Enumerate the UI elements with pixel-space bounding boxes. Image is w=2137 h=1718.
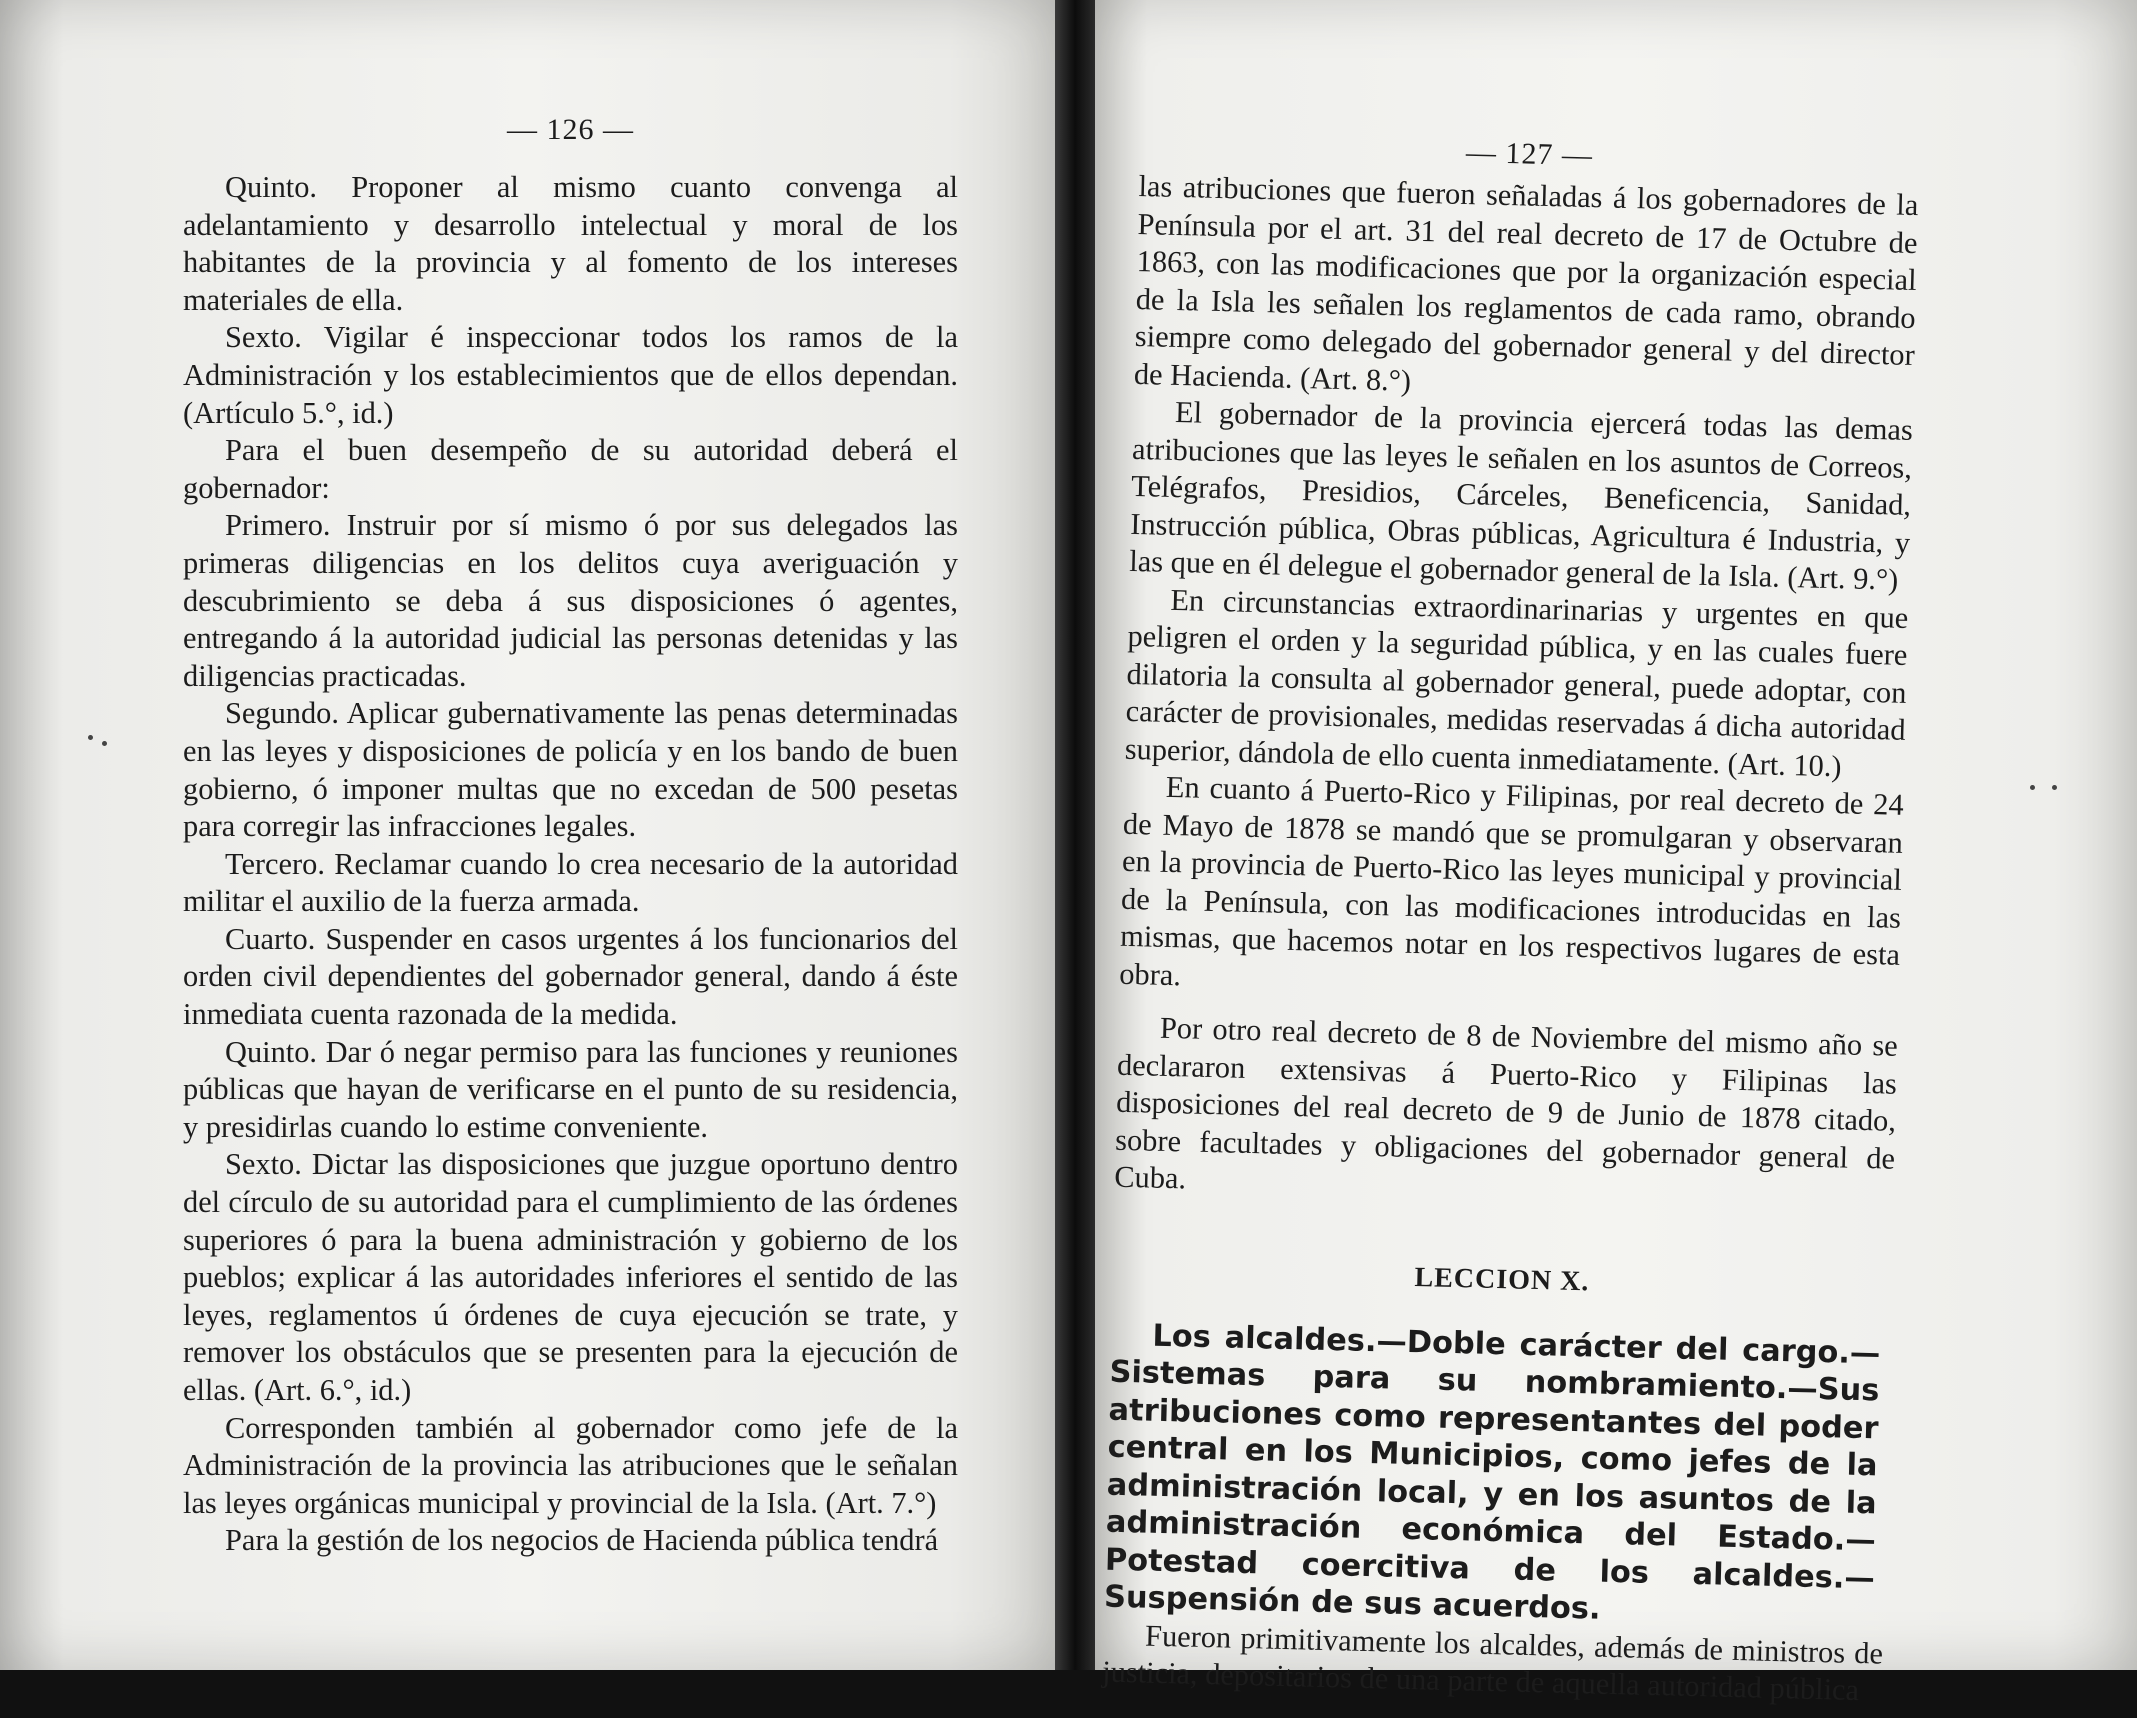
paragraph: Sexto. Vigilar é inspeccionar todos los ramos de la Administración y los establecimientos que de ellos dependan. (Artículo 5.°, id.) — [183, 320, 958, 430]
paragraph: Quinto. Dar ó negar permiso para las funciones y reuniones públicas que hayan de verificarse en el punto de su residencia, y presidirlas cuando lo estime conveniente. — [183, 1034, 958, 1144]
paragraph: Para el buen desempeño de su autoridad deberá el gobernador: — [183, 433, 958, 505]
paragraph: Por otro real decreto de 8 de Noviembre del mismo año se declararon extensivas á Puerto-Rico y Filipinas las disposiciones del real decreto de 9 de Junio de 1878 citado, sobre facultades y obligaciones del gobernador general de Cuba. — [1113, 1010, 1899, 1196]
paragraph: En cuanto á Puerto-Rico y Filipinas, por real decreto de 24 de Mayo de 1878 se mandó que se promulgaran y observaran en la provincia de Puerto-Rico las leyes municipal y provincial de la Península, con las modificaciones introducidas en las mismas, que hacemos notar en los respectivos lugares de esta obra. — [1118, 769, 1905, 992]
scan-speck — [2052, 785, 2057, 790]
page-number: — 127 — — [1465, 135, 1594, 173]
scan-speck — [88, 735, 93, 740]
paragraph: las atribuciones que fueron señaladas á los gobernadores de la Península por el art. 31 del real decreto de 17 de Octubre de 1863, con las modificaciones que por la organización especial de la Isla les señalen los reglamentos de cada ramo, obrando siempre como delegado del gobernador general y del director de Hacienda. (Art. 8.°) — [1133, 168, 1919, 398]
paragraph: Quinto. Proponer al mismo cuanto convenga al adelantamiento y desarrollo intelectual y moral de los habitantes de la provincia y al fomento de los intereses materiales de ella. — [183, 170, 958, 317]
paragraph: Corresponden también al gobernador como jefe de la Administración de la provincia las atribuciones que le señalan las leyes orgánicas municipal y provincial de la Isla. (Art. 7.°) — [183, 1410, 958, 1520]
paragraph: Tercero. Reclamar cuando lo crea necesario de la autoridad militar el auxilio de la fuerza armada. — [183, 846, 958, 919]
book-gutter — [1055, 0, 1095, 1718]
paragraph: Para la gestión de los negocios de Hacienda pública tendrá — [225, 1523, 939, 1558]
paragraph: El gobernador de la provincia ejercerá todas las demas atribuciones que las leyes le señalen en los asuntos de Correos, Telégrafos, Presidios, Cárceles, Beneficencia, Sanidad, Instrucción pública, Obras públicas, Agricultura é Industria, y las que en él delegue el gobernador general de la Isla. (Art. 9.°) — [1129, 394, 1914, 597]
lesson-summary: Los alcaldes.—Doble carácter del cargo.—Sistemas para su nombramiento.—Sus atribuciones como representantes del poder central en los Municipios, como jefes de la administración local, y en los asuntos de la administración económica del Estado.—Potestad coercitiva de los alcaldes.—Suspensión de sus acuerdos. — [1103, 1318, 1881, 1627]
page-number: — 126 — — [507, 113, 634, 146]
paragraph: Sexto. Dictar las disposiciones que juzgue oportuno dentro del círculo de su autoridad para el cumplimiento de las órdenes superiores ó para la buena administración y gobierno de los pueblos; explicar á las autoridades inferiores el sentido de las leyes, reglamentos ú órdenes de cuya ejecución se trate, y remover los obstáculos que se presenten para la ejecución de ellas. (Art. 6.°, id.) — [183, 1147, 958, 1407]
paragraph: Fueron primitivamente los alcaldes, además de ministros de justicia, depositarios de una parte de aquella autoridad pública — [1101, 1618, 1884, 1708]
paragraph: Primero. Instruir por sí mismo ó por sus delegados las primeras diligencias en los delitos cuya averiguación y descubrimiento se deba á sus disposiciones ó agentes, entregando á la autoridad judicial las personas detenidas y las diligencias practicadas. — [183, 508, 958, 693]
right-page-text — [1102, 128, 1920, 1710]
paragraph: En circunstancias extraordinarinarias y urgentes en que peligren el orden y la seguridad pública, y en las cuales fuere dilatoria la consulta al gobernador general, puede adoptar, con carácter de provisionales, medidas reservadas á dicha autoridad superior, dándola de ello cuenta inmediatamente. (Art. 10.) — [1124, 582, 1909, 783]
lesson-title: LECCION X. — [1414, 1261, 1590, 1297]
paragraph: Segundo. Aplicar gubernativamente las penas determinadas en las leyes y disposiciones de policía y en los bando de buen gobierno, ó imponer multas que no excedan de 500 pesetas para corregir las infracciones legales. — [183, 696, 958, 844]
scan-speck — [2030, 785, 2035, 790]
scan-speck — [102, 741, 107, 746]
left-page-text — [183, 113, 958, 1560]
paragraph: Cuarto. Suspender en casos urgentes á los funcionarios del orden civil dependientes del gobernador general, dando á éste inmediata cuenta razonada de la medida. — [183, 921, 958, 1032]
